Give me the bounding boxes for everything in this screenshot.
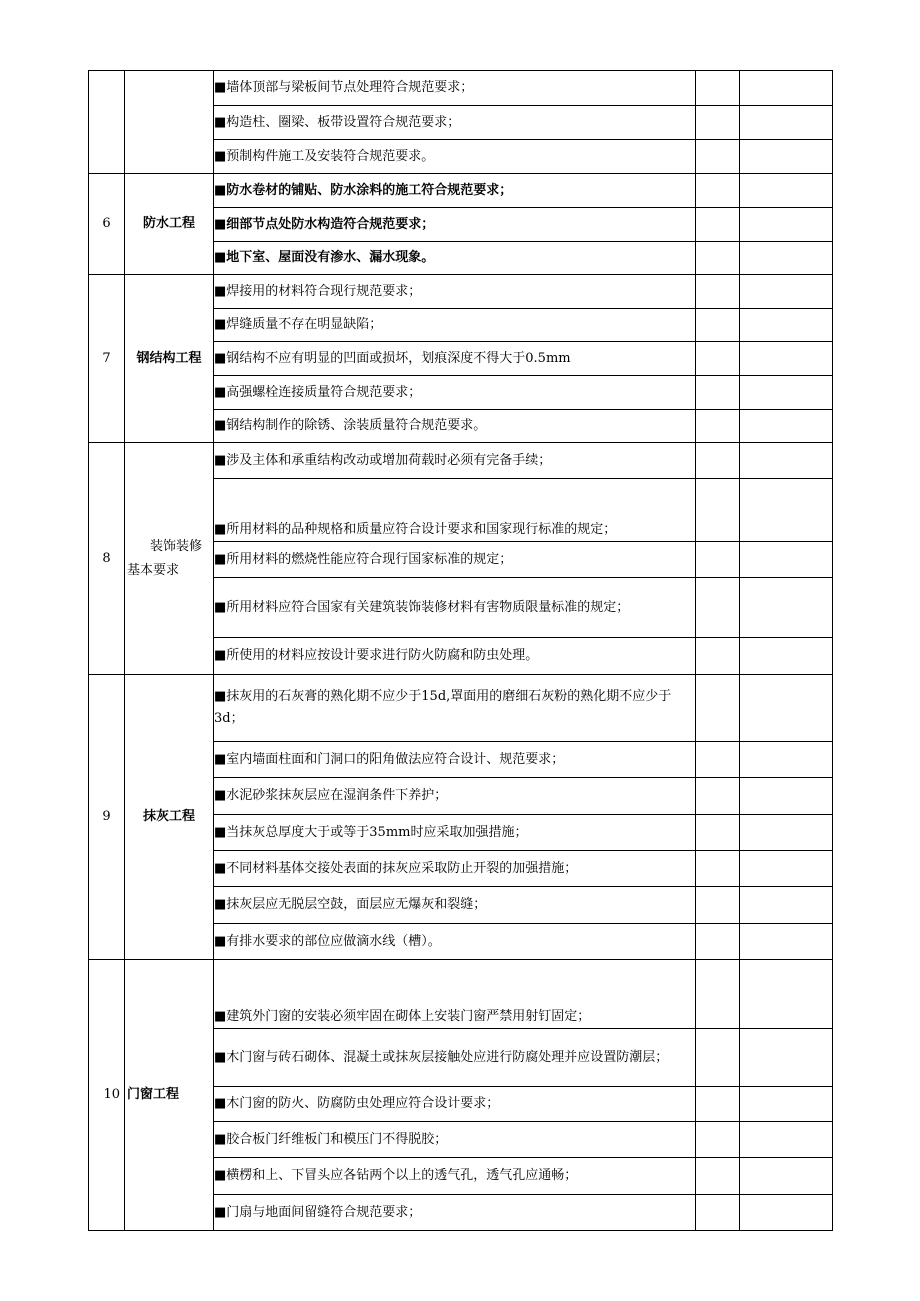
check-cell[interactable]	[696, 208, 740, 242]
requirement-item: ■墙体顶部与梁板间节点处理符合规范要求；	[214, 71, 696, 106]
remark-cell[interactable]	[740, 960, 833, 1029]
remark-cell[interactable]	[740, 887, 833, 924]
section-category	[125, 443, 214, 675]
remark-cell[interactable]	[740, 815, 833, 851]
requirement-item: ■不同材料基体交接处表面的抹灰应采取防止开裂的加强措施；	[214, 851, 696, 887]
check-cell[interactable]	[696, 479, 740, 542]
remark-cell[interactable]	[740, 479, 833, 542]
section-category-line: 装饰装修	[149, 538, 202, 554]
table-row	[89, 174, 833, 208]
section-number: 6	[89, 174, 125, 275]
table-row	[89, 275, 833, 309]
remark-cell[interactable]	[740, 638, 833, 675]
requirement-item: ■构造柱、圈梁、板带设置符合规范要求；	[214, 106, 696, 140]
requirement-item: ■涉及主体和承重结构改动或增加荷载时必须有完备手续；	[214, 443, 696, 479]
requirement-item: ■水泥砂浆抹灰层应在湿润条件下养护；	[214, 778, 696, 815]
remark-cell[interactable]	[740, 208, 833, 242]
check-cell[interactable]	[696, 242, 740, 275]
remark-cell[interactable]	[740, 742, 833, 778]
check-cell[interactable]	[696, 887, 740, 924]
table-row	[89, 71, 833, 106]
check-cell[interactable]	[696, 742, 740, 778]
remark-cell[interactable]	[740, 309, 833, 342]
remark-cell[interactable]	[740, 410, 833, 443]
section-category: 门窗工程	[125, 960, 214, 1231]
check-cell[interactable]	[696, 443, 740, 479]
remark-cell[interactable]	[740, 778, 833, 815]
remark-cell[interactable]	[740, 242, 833, 275]
remark-cell[interactable]	[740, 342, 833, 376]
requirement-item: ■抹灰用的石灰膏的熟化期不应少于15d,罩面用的磨细石灰粉的熟化期不应少于3d；	[214, 675, 696, 742]
section-category: 防水工程	[125, 174, 214, 275]
section-number: 7	[89, 275, 125, 443]
requirement-item: ■钢结构不应有明显的凹面或损坏，划痕深度不得大于0.5mm	[214, 342, 696, 376]
section-number: 10	[89, 960, 125, 1231]
requirement-item: ■胶合板门纤维板门和模压门不得脱胶；	[214, 1122, 696, 1158]
check-cell[interactable]	[696, 1122, 740, 1158]
check-cell[interactable]	[696, 1029, 740, 1087]
remark-cell[interactable]	[740, 924, 833, 960]
remark-cell[interactable]	[740, 106, 833, 140]
check-cell[interactable]	[696, 1195, 740, 1231]
check-cell[interactable]	[696, 778, 740, 815]
check-cell[interactable]	[696, 275, 740, 309]
requirement-item: ■木门窗的防火、防腐防虫处理应符合设计要求；	[214, 1087, 696, 1122]
check-cell[interactable]	[696, 578, 740, 638]
remark-cell[interactable]	[740, 578, 833, 638]
section-category: 抹灰工程	[125, 675, 214, 960]
check-cell[interactable]	[696, 309, 740, 342]
requirement-item: ■门扇与地面间留缝符合规范要求；	[214, 1195, 696, 1231]
check-cell[interactable]	[696, 71, 740, 106]
remark-cell[interactable]	[740, 851, 833, 887]
remark-cell[interactable]	[740, 174, 833, 208]
requirement-item: ■有排水要求的部位应做滴水线（槽）。	[214, 924, 696, 960]
table-row	[89, 960, 833, 1029]
table-row	[89, 675, 833, 742]
check-cell[interactable]	[696, 675, 740, 742]
section-number: 9	[89, 675, 125, 960]
requirement-item: ■当抹灰总厚度大于或等于35mm时应采取加强措施；	[214, 815, 696, 851]
requirement-item: ■焊接用的材料符合现行规范要求；	[214, 275, 696, 309]
section-category-line: 基本要求	[127, 562, 180, 578]
requirement-item: ■木门窗与砖石砌体、混凝土或抹灰层接触处应进行防腐处理并应设置防潮层；	[214, 1029, 696, 1087]
remark-cell[interactable]	[740, 275, 833, 309]
check-cell[interactable]	[696, 342, 740, 376]
requirement-item: ■建筑外门窗的安装必须牢固在砌体上安装门窗严禁用射钉固定；	[214, 960, 696, 1029]
section-category	[125, 71, 214, 174]
remark-cell[interactable]	[740, 1122, 833, 1158]
check-cell[interactable]	[696, 410, 740, 443]
requirement-item: ■高强螺栓连接质量符合规范要求；	[214, 376, 696, 410]
inspection-checklist-table	[88, 70, 833, 1231]
check-cell[interactable]	[696, 1087, 740, 1122]
remark-cell[interactable]	[740, 71, 833, 106]
section-category: 钢结构工程	[125, 275, 214, 443]
requirement-item: ■细部节点处防水构造符合规范要求；	[214, 208, 696, 242]
requirement-item: ■所用材料应符合国家有关建筑装饰装修材料有害物质限量标准的规定；	[214, 578, 696, 638]
requirement-item: ■防水卷材的铺贴、防水涂料的施工符合规范要求；	[214, 174, 696, 208]
remark-cell[interactable]	[740, 1029, 833, 1087]
check-cell[interactable]	[696, 376, 740, 410]
requirement-item: ■抹灰层应无脱层空鼓，面层应无爆灰和裂缝；	[214, 887, 696, 924]
remark-cell[interactable]	[740, 376, 833, 410]
section-number: 8	[89, 443, 125, 675]
check-cell[interactable]	[696, 960, 740, 1029]
check-cell[interactable]	[696, 1158, 740, 1195]
check-cell[interactable]	[696, 140, 740, 174]
requirement-item: ■室内墙面柱面和门洞口的阳角做法应符合设计、规范要求；	[214, 742, 696, 778]
requirement-item: ■所用材料的燃烧性能应符合现行国家标准的规定；	[214, 542, 696, 578]
remark-cell[interactable]	[740, 140, 833, 174]
requirement-item: ■地下室、屋面没有渗水、漏水现象。	[214, 242, 696, 275]
check-cell[interactable]	[696, 542, 740, 578]
remark-cell[interactable]	[740, 1158, 833, 1195]
check-cell[interactable]	[696, 174, 740, 208]
requirement-item: ■所使用的材料应按设计要求进行防火防腐和防虫处理。	[214, 638, 696, 675]
remark-cell[interactable]	[740, 443, 833, 479]
check-cell[interactable]	[696, 638, 740, 675]
requirement-item: ■钢结构制作的除锈、涂装质量符合规范要求。	[214, 410, 696, 443]
check-cell[interactable]	[696, 851, 740, 887]
check-cell[interactable]	[696, 924, 740, 960]
table-row	[89, 443, 833, 479]
remark-cell[interactable]	[740, 542, 833, 578]
requirement-item: ■所用材料的品种规格和质量应符合设计要求和国家现行标准的规定；	[214, 479, 696, 542]
requirement-item: ■预制构件施工及安装符合规范要求。	[214, 140, 696, 174]
section-number	[89, 71, 125, 174]
remark-cell[interactable]	[740, 675, 833, 742]
check-cell[interactable]	[696, 815, 740, 851]
remark-cell[interactable]	[740, 1195, 833, 1231]
requirement-item: ■横楞和上、下冒头应各钻两个以上的透气孔，透气孔应通畅；	[214, 1158, 696, 1195]
requirement-item: ■焊缝质量不存在明显缺陷；	[214, 309, 696, 342]
check-cell[interactable]	[696, 106, 740, 140]
remark-cell[interactable]	[740, 1087, 833, 1122]
